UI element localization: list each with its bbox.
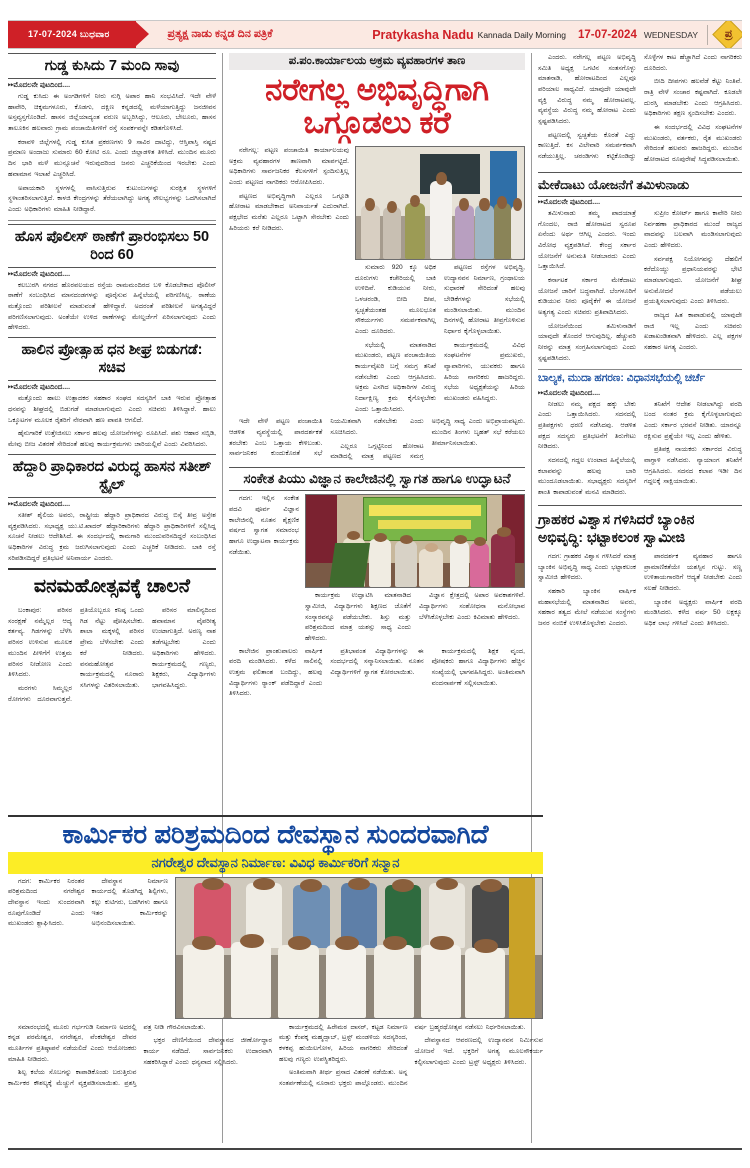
paragraph: ಶಿಲ್ಪ ಕಲೆಯ ಸೊಬಗನ್ನು ಕಾಪಾಡಿಕೊಂಡು ಬರುತ್ತಿರುವ ಕಾರ್ಮಿಕರ ಕೌಶಲ್ಯಕ್ಕೆ ಮೆಚ್ಚುಗೆ ವ್ಯಕ್ತಪಡಿಸಲಾಯಿತು. ಪ್ರಶಸ್ತಿ ಪತ್ರ ನೀಡಿ ಗೌರವಿಸಲಾಯಿತು.: [8, 1023, 206, 1087]
main-story-body-left: [229, 146, 349, 415]
paragraph: ಎಂದರು. ನರೇಗಲ್ಲ ಪಟ್ಟಣ ಅಭಿವೃದ್ಧಿ ಸಮಿತಿ ಅಧ್ಯಕ್ಷ ಒಗಟಿನ ಸಂತಸಗೊಳ್ಳು ಮಾತನಾಡಿ, ಹೋರಾಟದಿಂದ ಎಲ್ಲವೂ ಪರಿಯಾಲ ಸಾಧ್ಯವಿದೆ. ಯಾವುದೇ ಯಾವುದೇ ವ್ಯಕ್ತಿ ವಿರುದ್ಧ ನಮ್ಮ ಹೋರಾಟವಲ್ಲ. ವ್ಯವಸ್ಥೆಯ ವಿರುದ್ಧ ನಮ್ಮ ಹೋರಾಟ ಎಂದು ಸ್ಪಷ್ಟಪಡಿಸಿದರು.: [538, 54, 636, 126]
divider: [8, 568, 216, 570]
paragraph: ಮತ್ತೊಂದು ಹಾಲು ಉತ್ಪಾದಕರ ಸಹಕಾರ ಸಂಘದ ಸದಸ್ಯರಿಗೆ ಬಾಕಿ ಇರುವ ಪ್ರೋತ್ಸಾಹ ಧನವನ್ನು ಶೀಘ್ರದಲ್ಲಿ ಬಿಡುಗಡೆ ಮಾಡಲಾಗುವುದು ಎಂದು ಸಚಿವರು ತಿಳಿಸಿದ್ದಾರೆ. ಹಾಲು ಒಕ್ಕೂಟಗಳ ಮೂಲಕ ರೈತರಿಗೆ ನೇರವಾಗಿ ಹಣ ಪಾವತಿ ಆಗಲಿದೆ.: [8, 395, 216, 424]
paragraph: ಸಮಾರಂಭದಲ್ಲಿ ಮೂರು ಗರ್ಭಗುಡಿ ನಿರ್ಮಾಣ ಅದರಲ್ಲಿ ಕನ್ನಡ ಪರಮೇಶ್ವರ, ನಗರೇಶ್ವರ, ವೆಂಕಟೇಶ್ವರ ದೇವರ ಮೂರ್ತಿಗಳ ಪ್ರತಿಷ್ಠಾಪನೆ ನಡೆಯಲಿದೆ ಎಂದು ಆಯೋಜಕರು ಮಾಹಿತಿ ನೀಡಿದರು.: [8, 1023, 137, 1063]
paragraph: ಗದಗ: ಗ್ರಾಹಕರ ವಿಶ್ವಾಸ ಗಳಿಸಿದರೆ ಮಾತ್ರ ಬ್ಯಾಂಕಿನ ಅಭಿವೃದ್ಧಿ ಸಾಧ್ಯ ಎಂದು ಭಟ್ಟಾಕಲಂಕ ಸ್ವಾಮೀಜಿ ಹೇಳಿದರು.: [538, 552, 636, 582]
mid-story-2-photo: [305, 494, 525, 588]
mid-story-2-body-rest: [229, 647, 525, 700]
left-story-5-body: [8, 606, 216, 705]
newspaper-page: [0, 20, 750, 1168]
paragraph: ಗದಗ: ಇಲ್ಲಿನ ಸಂಕೇತ ಪದವಿ ಪೂರ್ವ ವಿಜ್ಞಾನ ಕಾಲೇಜಿನಲ್ಲಿ ನೂತನ ಶೈಕ್ಷಣಿಕ ವರ್ಷದ ಸ್ವಾಗತ ಸಮಾರಂಭ ಹಾಗೂ ಉದ್ಘಾಟನಾ ಕಾರ್ಯಕ್ರಮ ನಡೆಯಿತು.: [229, 495, 299, 556]
paragraph: ಹೈನುಗಾರಿಕೆ ಉತ್ತೇಜಿಸಲು ಸರ್ಕಾರ ಹಲವು ಯೋಜನೆಗಳನ್ನು ರೂಪಿಸಿದೆ. ಪಶು ಆಹಾರ ಸಬ್ಸಿಡಿ, ಮೇವು ಬೀಜ ವಿತರಣೆ ಸೇರಿದಂತೆ ಹಲವು ಕಾರ್ಯಕ್ರಮಗಳು ಜಾರಿಯಲ್ಲಿವೆ ಎಂದು ವಿವರಿಸಿದರು.: [8, 430, 216, 449]
right-story-2-byline: ▸▸ ಮೊದಲನೇ ಪುಟದಿಂದ....: [538, 199, 742, 207]
left-story-2-body: [8, 281, 216, 334]
left-story-4-body: [8, 511, 216, 564]
right-story-3-headline: ಬಾಲ್ಯಕ, ಮುದಾ ಹಗರಣ: ವಿಧಾನಸಭೆಯಲ್ಲಿ ಚರ್ಚೆ: [538, 369, 742, 387]
masthead-divider: [707, 25, 708, 45]
left-story-3-body: [8, 394, 216, 450]
paragraph: ಗುಡ್ಡ ಕುಸಿದು ಈ ಅಂಗಡಿಗಳಿಗೆ ನೀರು ನುಗ್ಗಿ ಅಪಾರ ಹಾನಿ ಸಂಭವಿಸಿದೆ. ಇದೇ ವೇಳೆ ಹಾವೇರಿ, ಚಿಕ್ಕಮಗಳೂರು, ಕೊಡಗು, ದಕ್ಷಿಣ ಕನ್ನಡದಲ್ಲಿ ಮಳೆಯಾಗುತ್ತಿದ್ದು ಜನಜೀವನ ಅಸ್ತವ್ಯಸ್ತಗೊಂಡಿದೆ. ಹಾಸನ ಜಿಲ್ಲೆಯಾದ್ಯಂತ ವರುಣ ಅಬ್ಬರಿಸಿದ್ದು, ಆಲೂರು, ಬೇಲೂರು, ಹಾಸನ ತಾಲೂಕಿನ ಹಲವಾರು ಗ್ರಾಮ ಪಂಚಾಯಿತಿಗಳಿಗೆ ರಸ್ತೆ ಸಂಪರ್ಕವನ್ನೇ ಕಡಿತಗೊಳಿಸಿದೆ.: [8, 93, 216, 133]
masthead-date-tab: 17-07-2024 ಬುಧವಾರ: [8, 21, 136, 48]
paragraph: ಅಪಾಯಕಾರಿ ಸ್ಥಳಗಳಲ್ಲಿ ವಾಸಿಸುತ್ತಿರುವ ಕುಟುಂಬಗಳನ್ನು ಸುರಕ್ಷಿತ ಸ್ಥಳಗಳಿಗೆ ಸ್ಥಳಾಂತರಿಸಲಾಗುತ್ತಿದೆ. ಕಾಳಜಿ ಕೇಂದ್ರಗಳನ್ನು ತೆರೆಯಲಾಗಿದ್ದು ಅಗತ್ಯ ಸೌಲಭ್ಯಗಳನ್ನು ಒದಗಿಸಲಾಗಿದೆ ಎಂದು ಅಧಿಕಾರಿಗಳು ಮಾಹಿತಿ ನೀಡಿದ್ದಾರೆ.: [8, 184, 216, 213]
paragraph: ಬ್ಯಾಂಕಿನ ಅಧ್ಯಕ್ಷರು ವಾರ್ಷಿಕ ವರದಿ ಮಂಡಿಸಿದರು. ಕಳೆದ ವರ್ಷ 50 ಲಕ್ಷಕ್ಕೂ ಅಧಿಕ ಲಾಭ ಗಳಿಸಿದೆ ಎಂದು ತಿಳಿಸಿದರು.: [644, 598, 742, 627]
paragraph: ದೇವಸ್ಥಾನದ ಆವರಣದಲ್ಲಿ ಉದ್ಯಾನವನ ನಿರ್ಮಿಸುವ ಯೋಜನೆ ಇದೆ. ಭಕ್ತರಿಗೆ ಅಗತ್ಯ ಮೂಲಸೌಕರ್ಯ ಕಲ್ಪಿಸಲಾಗುವುದು ಎಂದು ಟ್ರಸ್ಟ್ ಅಧ್ಯಕ್ಷರು ತಿಳಿಸಿದರು.: [414, 1037, 543, 1066]
paragraph: ಸತೀಶ್ ಶೈಲಿಯ ಅವರು, ರಾಷ್ಟ್ರೀಯ ಹೆದ್ದಾರಿ ಪ್ರಾಧಿಕಾರದ ವಿರುದ್ಧ ಬಿಸ್ಕೆ ತೀವ್ರ ಅಸ್ತೇಶ ವ್ಯಕ್ತಪಡಿಸಿದರು. ಸಭಾಧ್ಯಕ್ಷ ಯು.ಟಿ.ಖಾದರ್ ಹೆದ್ದಾರಿಕಾರಿಗಳು ಹೆದ್ದಾರಿ ಪ್ರಾಧಿಕಾರಿಗಳಿಗೆ ಸಲ್ಲಿಸಿದ್ದ ಸೂಚನೆ ನೀಡಲು ಆದೇಶಿಸಿದೆ. ಈ ಸಂದರ್ಭದಲ್ಲಿ ಕಾಮಗಾರಿ ಮುಂದುವರಿಸದಿದ್ದರೆ ಸಂಬಂಧಿಸಿದ ಅಧಿಕಾರಿಗಳ ವಿರುದ್ಧ ಕ್ರಮ ಜರುಗಿಸಲಾಗುವುದು ಎಂದು ಎಚ್ಚರಿಕೆ ನೀಡಿದರು. ಬಾಕಿ ರಸ್ತೆ ಸರಿಪಡಿಸದಿದ್ದರೆ ಪ್ರತಿಭಟನೆ ಅನಿವಾರ್ಯ ಎಂದರು.: [8, 511, 216, 562]
paragraph: ಕಾರ್ಯಕ್ರಮ ಉದ್ಘಾಟಿಸಿ ಮಾತನಾಡಿದ ಸ್ವಾಮೀಜಿ, ವಿದ್ಯಾರ್ಥಿಗಳು ಶಿಕ್ಷಣದ ಜೊತೆಗೆ ಸಂಸ್ಕಾರವನ್ನೂ ಪಡೆಯಬೇಕು. ಶಿಸ್ತು ಮತ್ತು ಪರಿಶ್ರಮದಿಂದ ಮಾತ್ರ ಯಶಸ್ಸು ಸಾಧ್ಯ ಎಂದು ಹೇಳಿದರು.: [305, 592, 411, 642]
paragraph: ಸಭೆಯಲ್ಲಿ ಮಾತನಾಡಿದ ಮುಖಂಡರು, ಪಟ್ಟಣ ಪಂಚಾಯಿತಿಯ ಕಾರ್ಯವೈಖರಿ ಬಗ್ಗೆ ಸಮಗ್ರ ತನಿಖೆ ನಡೆಸಬೇಕು ಎಂದು ಆಗ್ರಹಿಸಿದರು. ಅಕ್ರಮ ಎಸಗಿದ ಅಧಿಕಾರಿಗಳ ವಿರುದ್ಧ ನಿರ್ದಾಕ್ಷಿಣ್ಯ ಕ್ರಮ ಕೈಗೊಳ್ಳಬೇಕು ಎಂದು ಒತ್ತಾಯಿಸಿದರು.: [355, 341, 436, 413]
left-story-1: [8, 53, 216, 216]
paragraph: ಪಟ್ಟಣದಲ್ಲಿ ಸ್ವಚ್ಛತೆಯ ಕೊರತೆ ಎದ್ದು ಕಾಣುತ್ತಿದೆ. ಕಸ ವಿಲೇವಾರಿ ಸಮರ್ಪಕವಾಗಿ ನಡೆಯುತ್ತಿಲ್ಲ. ಚರಂಡಿಗಳು ಕಟ್ಟಿಕೊಂಡಿದ್ದು ಸೊಳ್ಳೆಗಳ ಕಾಟ ಹೆಚ್ಚಾಗಿದೆ ಎಂದು ನಾಗರಿಕರು ದೂರಿದರು.: [538, 54, 742, 161]
masthead-tagline: ಪ್ರತ್ಯಕ್ಷ ನಾಡು ಕನ್ನಡ ದಿನ ಪತ್ರಿಕೆ: [167, 28, 273, 40]
mid-story-2-body-left: [229, 494, 299, 644]
right-column: [532, 53, 742, 1143]
bottom-story-body-left: [8, 877, 168, 1019]
main-story-body-rest: [229, 417, 525, 463]
paragraph: ಕಾರ್ಯಕ್ರಮದಲ್ಲಿ ಶಿಕ್ಷಕ ವೃಂದ, ಪೋಷಕರು ಹಾಗೂ ವಿದ್ಯಾರ್ಥಿಗಳು ಹೆಚ್ಚಿನ ಸಂಖ್ಯೆಯಲ್ಲಿ ಭಾಗವಹಿಸಿದ್ದರು. ಅಂತಿಮವಾಗಿ ವಂದನಾರ್ಪಣೆ ಸಲ್ಲಿಸಲಾಯಿತು.: [431, 647, 525, 687]
paragraph: ಪ್ರತಿಭಾವಂತ ವಿದ್ಯಾರ್ಥಿಗಳನ್ನು ಈ ಸಂದರ್ಭದಲ್ಲಿ ಸನ್ಮಾನಿಸಲಾಯಿತು. ನೂತನ ವಿದ್ಯಾರ್ಥಿಗಳಿಗೆ ಸ್ವಾಗತ ಕೋರಲಾಯಿತು.: [330, 647, 424, 676]
paragraph: ಎಲ್ಲರೂ ಒಗ್ಗಟ್ಟಿನಿಂದ ಹೋರಾಟ ಮಾಡಿದಲ್ಲಿ ಮಾತ್ರ ಪಟ್ಟಣದ ಸಮಗ್ರ ಅಭಿವೃದ್ಧಿ ಸಾಧ್ಯ ಎಂದು ಅಭಿಪ್ರಾಯಪಟ್ಟರು. ಮುಂದಿನ ತಿಂಗಳು ಬೃಹತ್ ಸಭೆ ಕರೆಯಲು ತೀರ್ಮಾನಿಸಲಾಯಿತು.: [330, 418, 525, 461]
left-story-2-headline: ಹೊಸ ಪೊಲೀಸ್ ಠಾಣೆಗೆ ಪ್ರಾರಂಭಿಸಲು 50 ರಿಂದ 60: [8, 224, 216, 268]
paragraph: ಕರ್ನಾಟಕ ಸರ್ಕಾರ ಮೇಕೆದಾಟು ಯೋಜನೆ ಜಾರಿಗೆ ಬದ್ಧವಾಗಿದೆ. ಬೆಂಗಳೂರಿಗೆ ಕುಡಿಯುವ ನೀರು ಪೂರೈಕೆಗೆ ಈ ಯೋಜನೆ ಅತ್ಯಗತ್ಯ ಎಂದು ಸಚಿವರು ಪ್ರತಿಪಾದಿಸಿದರು.: [538, 277, 636, 317]
paragraph: ಸುಪ್ರೀಂ ಕೋರ್ಟ್ ಹಾಗೂ ಕಾವೇರಿ ನೀರು ನಿರ್ವಹಣಾ ಪ್ರಾಧಿಕಾರದ ಮುಂದೆ ರಾಜ್ಯದ ವಾದವನ್ನು ಬಲವಾಗಿ ಮಂಡಿಸಲಾಗುವುದು ಎಂದು ಹೇಳಿದರು.: [644, 209, 742, 249]
paragraph: ರಾಜ್ಯದ ಹಿತ ಕಾಪಾಡುವಲ್ಲಿ ಯಾವುದೇ ರಾಜಿ ಇಲ್ಲ ಎಂದು ಸಚಿವರು ಖಡಾಖಂಡಿತವಾಗಿ ಹೇಳಿದರು. ಎಲ್ಲ ಪಕ್ಷಗಳ ಸಹಕಾರ ಅಗತ್ಯ ಎಂದರು.: [644, 312, 742, 352]
paragraph: ವಿಜ್ಞಾನ ಕ್ಷೇತ್ರದಲ್ಲಿ ಅಪಾರ ಅವಕಾಶಗಳಿವೆ. ವಿದ್ಯಾರ್ಥಿಗಳು ಸಂಶೋಧನಾ ಮನೋಭಾವ ಬೆಳೆಸಿಕೊಳ್ಳಬೇಕು ಎಂದು ಕಿವಿಮಾತು ಹೇಳಿದರು.: [419, 592, 525, 621]
paragraph: ಸದನದಲ್ಲಿ ಗದ್ದಲ ಉಂಟಾದ ಹಿನ್ನೆಲೆಯಲ್ಲಿ ಕಲಾಪವನ್ನು ಹಲವು ಬಾರಿ ಮುಂದೂಡಲಾಯಿತು. ಸಭಾಧ್ಯಕ್ಷರು ಸದಸ್ಯರಿಗೆ ಶಾಂತಿ ಕಾಪಾಡುವಂತೆ ಮನವಿ ಮಾಡಿದರು.: [538, 456, 636, 496]
masthead-day: WEDNESDAY: [643, 29, 698, 40]
mid-story-2-body-mid: [305, 591, 525, 644]
paragraph: ತಮಿಳುನಾಡು ತಮ್ಮ ಪಾದಯಾತ್ರೆ ಗೊಂದಲ, ರಾಜಿ ಹೋರಾಟದ ಸ್ವರೂಪ ಏನೆಂದು ಅರ್ಥ ಆಗಿಲ್ಲ ಎಂದರು. ಇಂದು ವಿರೋಧ ವ್ಯಕ್ತಪಡಿಸಿದೆ. ಕೇಂದ್ರ ಸರ್ಕಾರ ಯೋಜನೆಗೆ ಅನುಮತಿ ನೀಡಬಾರದು ಎಂದು ಒತ್ತಾಯಿಸಿದೆ.: [538, 209, 636, 271]
paragraph: ಕರಾವಳಿ ಜಿಲ್ಲೆಗಳಲ್ಲಿ ಗುಡ್ಡ ಕುಸಿತ ಪ್ರಕರಣಗಳು 9 ಸಾವಿರ ದಾಟಿದ್ದು, ಆಸ್ತಿಪಾಸ್ತಿ ನಷ್ಟದ ಪ್ರಮಾಣ ಅಂದಾಜು ಸುಮಾರು 60 ಕೋಟಿ ರೂ. ಎಂದು ಜಿಲ್ಲಾಡಳಿತ ತಿಳಿಸಿದೆ. ಮುಂದಿನ ಮೂರು ದಿನ ಭಾರಿ ಮಳೆ ಮುನ್ಸೂಚನೆ ಇರುವುದರಿಂದ ಜನರು ಎಚ್ಚರಿಕೆಯಿಂದ ಇರಬೇಕು ಎಂದು ಹವಾಮಾನ ಇಲಾಖೆ ಎಚ್ಚರಿಸಿದೆ.: [8, 138, 216, 178]
paragraph: ಕಲಬುರಗಿ ನಗರದ ಹೊರವಲಯದ ರಸ್ತೆಯ ರಾಮಮಂದಿರದ ಬಳಿ ಕೊಡಬೇಕಾದ ಪೊಲೀಸ್ ಠಾಣೆಗೆ ಸಂಬಂಧಿಸಿದ ಮಾನದಂಡಗಳನ್ನು ಪೂರೈಸುವ ಹಿನ್ನೆಲೆಯಲ್ಲಿ ಪರಿಗಣಿಸಿಲ್ಲ. ಠಾಣೆಯ ಮತ್ತೊಂದು ಪರಿಶೀಲನೆ ಮಾಡುವಂತೆ ಹೇಳಿದ್ದಾರೆ. ಅದರಂತೆ ಪರಿಶೀಲನೆ ಅಗತ್ಯವಿದ್ದರೆ ಪರಿಗಣಿಸಲಾಗುವುದು. ಅಂತೆಯೇ ಉಳಿದ ಠಾಣೆಗಳನ್ನು ಮೇಲ್ದರ್ಜೆಗೆ ಏರಿಸಲಾಗುವುದು ಎಂದು ಹೇಳಿದರು.: [8, 281, 216, 332]
mid-story-2-headline: ಸಂಕೇತ ಪಿಯು ವಿಜ್ಞಾನ ಕಾಲೇಜಿನಲ್ಲಿ ಸ್ವಾಗತ ಹಾಗೂ ಉದ್ಘಾಟನೆ: [229, 467, 525, 491]
left-story-1-body: [8, 92, 216, 215]
paragraph: ಬಂಕಾಪುರ: ಪರಿಸರ ಸಂರಕ್ಷಣೆ ನಮ್ಮೆಲ್ಲರ ಆದ್ಯ ಕರ್ತವ್ಯ. ಗಿಡಗಳನ್ನು ಬೆಳೆಸಿ ಪರಿಸರ ಉಳಿಸುವ ಮೂಲಕ ಮುಂದಿನ ಪೀಳಿಗೆಗೆ ಉತ್ತಮ ಪರಿಸರ ನೀಡೋಣ ಎಂದು ತಿಳಿಸಿದರು.: [8, 607, 72, 679]
main-story-photo: [355, 146, 525, 260]
main-story-body-mid: [355, 263, 525, 415]
page-footer-rule: [8, 1148, 742, 1150]
paragraph: ಸರ್ವಪಕ್ಷ ನಿಯೋಗವನ್ನು ದೆಹಲಿಗೆ ಕರೆದೊಯ್ದು ಪ್ರಧಾನಿಯವರನ್ನು ಭೇಟಿ ಮಾಡಲಾಗುವುದು. ಯೋಜನೆಗೆ ಶೀಘ್ರ ಅನುಮೋದನೆ ಪಡೆಯಲು ಪ್ರಯತ್ನಿಸಲಾಗುವುದು ಎಂದು ತಿಳಿಸಿದರು.: [644, 255, 742, 306]
paragraph: ಕಾಲೇಜಿನ ಪ್ರಾಂಶುಪಾಲರು ವಾರ್ಷಿಕ ವರದಿ ಮಂಡಿಸಿದರು. ಕಳೆದ ಸಾಲಿನಲ್ಲಿ ಉತ್ತಮ ಫಲಿತಾಂಶ ಬಂದಿದ್ದು, ಹಲವು ವಿದ್ಯಾರ್ಥಿಗಳು ರ‍್ಯಾಂಕ್ ಪಡೆದಿದ್ದಾರೆ ಎಂದು ತಿಳಿಸಿದರು.: [229, 647, 323, 698]
masthead-brand-subtitle: Kannada Daily Morning: [477, 29, 567, 40]
right-story-4-body: [538, 552, 742, 633]
logo-glyph: ಪ್ರ: [724, 27, 733, 40]
left-story-3-byline: ▸▸ ಮೊದಲನೇ ಪುಟದಿಂದ....: [8, 384, 216, 392]
paragraph: ಸುಮಾರು 920 ಕ್ಕೂ ಅಧಿಕ ದೂರುಗಳು ಕಚೇರಿಯಲ್ಲಿ ಬಾಕಿ ಉಳಿದಿವೆ. ಕುಡಿಯುವ ನೀರು, ಒಳಚರಂಡಿ, ಬೀದಿ ದೀಪ, ಸ್ವಚ್ಛತೆಯಂತಹ ಮೂಲಭೂತ ಸೌಕರ್ಯಗಳು ಸಮರ್ಪಕವಾಗಿಲ್ಲ ಎಂದು ದೂರಿದರು.: [355, 263, 436, 335]
paragraph: ಕಾರ್ಯಕ್ರಮದಲ್ಲಿ ಹಿರೇಮಠ ದಾಸರ್, ಕಟ್ಟಡ ನಿರ್ಮಾಣ ಮತ್ತು ಕೆಂಪಕ್ಕ ಮಹ್ಮದ್ಸಾಬ್, ಟ್ರಸ್ಟ್ ಮಂಡಳಿಯ ಸದಸ್ಯರಿಂದ, ಕಳಕಪ್ಪ ಹುಯಿಲಗೋಳ, ಹಿರಿಯ ನಾಗರಿಕರು ಸೇರಿದಂತೆ ಹಲವು ಗಣ್ಯರು ಉಪಸ್ಥಿತರಿದ್ದರು.: [279, 1023, 408, 1063]
right-story-3-byline: ▸▸ ಮೊದಲನೇ ಪುಟದಿಂದ....: [538, 390, 742, 398]
left-story-4: [8, 454, 216, 565]
paragraph: ನೀಡಲು ನಮ್ಮ ಪಕ್ಷದ ಹಕ್ಕು ಬೇಕು ಎಂದು ಒತ್ತಾಯಿಸಿದರು. ಸದನದಲ್ಲಿ ಪ್ರತಿಪಕ್ಷಗಳು ಧರಣಿ ನಡೆಸಿದವು. ಆಡಳಿತ ಪಕ್ಷದ ಸದಸ್ಯರು ಪ್ರತಿಭಟನೆಗೆ ತಿರುಗೇಟು ನೀಡಿದರು.: [538, 400, 636, 451]
left-story-2: [8, 224, 216, 335]
paragraph: ಯೋಜನೆಯಿಂದ ತಮಿಳುನಾಡಿಗೆ ಯಾವುದೇ ತೊಂದರೆ ಆಗುವುದಿಲ್ಲ. ಹೆಚ್ಚುವರಿ ನೀರನ್ನು ಮಾತ್ರ ಸಂಗ್ರಹಿಸಲಾಗುವುದು ಎಂದು ಸ್ಪಷ್ಟಪಡಿಸಿದರು.: [538, 322, 636, 362]
main-story-headline: ನರೇಗಲ್ಲ ಅಭಿವೃದ್ಧಿಗಾಗಿ ಒಗ್ಗೂಡಲು ಕರೆ: [265, 72, 489, 141]
left-story-5-headline: ವನಮಹೋತ್ಸವಕ್ಕೆ ಚಾಲನೆ: [33, 576, 191, 598]
paragraph: ಕಾರ್ಯಕ್ರಮದಲ್ಲಿ ವಿವಿಧ ಸಂಘಟನೆಗಳ ಪ್ರಮುಖರು, ವ್ಯಾಪಾರಿಗಳು, ಯುವಕರು ಹಾಗೂ ಹಿರಿಯ ನಾಗರಿಕರು ಹಾಜರಿದ್ದರು. ಸಭೆಯ ಅಧ್ಯಕ್ಷತೆಯನ್ನು ಹಿರಿಯ ಮುಖಂಡರು ವಹಿಸಿದ್ದರು.: [444, 341, 525, 402]
left-story-1-headline: ಗುಡ್ಡ ಕುಸಿದು 7 ಮಂದಿ ಸಾವು: [8, 53, 216, 79]
right-story-4-headline: ಗ್ರಾಹಕರ ವಿಶ್ವಾಸ ಗಳಿಸಿದರೆ ಬ್ಯಾಂಕಿನ ಅಭಿವೃದ್ಧಿ: ಭಟ್ಟಾಕಲಂಕ ಸ್ವಾಮೀಜಿ: [538, 505, 742, 549]
paragraph: ಇದೇ ವೇಳೆ ಪಟ್ಟಣ ಪಂಚಾಯಿತಿ ಆಡಳಿತ ವ್ಯವಸ್ಥೆಯಲ್ಲಿ ಪಾರದರ್ಶಕತೆ ತರಬೇಕು ಎಂಬ ಒತ್ತಾಯ ಕೇಳಿಬಂತು. ಸಾರ್ವಜನಿಕರ ಕುಂದುಕೊರತೆ ಸಭೆ ನಿಯಮಿತವಾಗಿ ನಡೆಸಬೇಕು ಎಂದು ಸೂಚಿಸಿದರು.: [229, 418, 424, 458]
paragraph: ಅಂತಿಮವಾಗಿ ತೀರ್ಥ ಪ್ರಸಾದ ವಿತರಣೆ ನಡೆಯಿತು. ಅನ್ನ ಸಂತರ್ಪಣೆಯಲ್ಲಿ ನೂರಾರು ಭಕ್ತರು ಪಾಲ್ಗೊಂಡರು. ಮುಂದಿನ ವರ್ಷ ಬ್ರಹ್ಮರಥೋತ್ಸವ ನಡೆಸಲು ನಿರ್ಧರಿಸಲಾಯಿತು.: [279, 1023, 526, 1087]
paragraph: ನರೇಗಲ್ಲ: ಪಟ್ಟಣ ಪಂಚಾಯಿತಿ ಕಾರ್ಯಾಲಯವು ಅಕ್ರಮ ವ್ಯವಹಾರಗಳ ತಾಣವಾಗಿ ಮಾರ್ಪಟ್ಟಿದೆ. ಅಧಿಕಾರಿಗಳು ಸಾರ್ವಜನಿಕರ ಕೆಲಸಗಳಿಗೆ ಸ್ಪಂದಿಸುತ್ತಿಲ್ಲ ಎಂದು ಪಟ್ಟಣದ ನಾಗರಿಕರು ಆರೋಪಿಸಿದರು.: [229, 146, 349, 186]
paragraph: ಪಟ್ಟಣದ ಅಭಿವೃದ್ಧಿಗಾಗಿ ಎಲ್ಲರೂ ಒಗ್ಗೂಡಿ ಹೋರಾಟ ಮಾಡಬೇಕಾದ ಅನಿವಾರ್ಯತೆ ಎದುರಾಗಿದೆ. ಪಕ್ಷಭೇದ ಮರೆತು ಎಲ್ಲರೂ ಒಟ್ಟಾಗಿ ಸೇರಬೇಕು ಎಂದು ಹಿರಿಯರು ಕರೆ ನೀಡಿದರು.: [229, 192, 349, 232]
bottom-story-photo: [175, 877, 543, 1019]
paragraph: ಗದಗ: ಕಾರ್ಮಿಕರ ನಿರಂತರ ಪರಿಶ್ರಮದಿಂದ ನಗರೇಶ್ವರ ದೇವಸ್ಥಾನ ಇಂದು ಸುಂದರವಾಗಿ ರೂಪುಗೊಂಡಿದೆ ಎಂದು ಮುಖಂಡರು ಶ್ಲಾಘಿಸಿದರು.: [8, 877, 85, 928]
right-story-2-body: [538, 209, 742, 364]
main-story-kicker: ಪ.ಪಂ.ಕಾರ್ಯಾಲಯ ಅಕ್ರಮ ವ್ಯವಹಾರಗಳ ತಾಣ: [229, 53, 525, 70]
paragraph: ಬೀದಿ ದೀಪಗಳು ಹಲವೆಡೆ ಕೆಟ್ಟು ನಿಂತಿವೆ. ರಾತ್ರಿ ವೇಳೆ ಸಂಚಾರ ಕಷ್ಟವಾಗಿದೆ. ಕೂಡಲೇ ದುರಸ್ತಿ ಮಾಡಬೇಕು ಎಂದು ಆಗ್ರಹಿಸಿದರು. ಅಧಿಕಾರಿಗಳು ತಕ್ಷಣ ಸ್ಪಂದಿಸಬೇಕು ಎಂದರು.: [644, 78, 742, 118]
paragraph: ದೇವಸ್ಥಾನ ನಿರ್ಮಾಣ ಕಾರ್ಯದಲ್ಲಿ ತೊಡಗಿದ್ದ ಶಿಲ್ಪಿಗಳು, ಕಲ್ಲು ಕುಟಿಗರು, ಬಡಗಿಗಳು ಹಾಗೂ ಇತರ ಕಾರ್ಮಿಕರನ್ನು ಅಭಿನಂದಿಸಲಾಯಿತು.: [91, 877, 168, 928]
publication-logo-icon: [712, 20, 742, 49]
divider: [8, 220, 216, 221]
bottom-story-subhead: ನಗರೇಶ್ವರ ದೇವಸ್ಥಾನ ನಿರ್ಮಾಣ: ವಿವಿಧ ಕಾರ್ಮಿಕರಿಗೆ ಸನ್ಮಾನ: [8, 852, 543, 874]
masthead-date: 17-07-2024: [578, 28, 637, 41]
paragraph: ಪಟ್ಟಣದ ರಸ್ತೆಗಳ ಅಭಿವೃದ್ಧಿ, ಉದ್ಯಾನವನ ನಿರ್ಮಾಣ, ಗ್ರಂಥಾಲಯ ಸುಧಾರಣೆ ಸೇರಿದಂತೆ ಹಲವು ಬೇಡಿಕೆಗಳನ್ನು ಸಭೆಯಲ್ಲಿ ಮಂಡಿಸಲಾಯಿತು. ಮುಂದಿನ ದಿನಗಳಲ್ಲಿ ಹೋರಾಟ ತೀವ್ರಗೊಳಿಸುವ ನಿರ್ಧಾರ ಕೈಗೊಳ್ಳಲಾಯಿತು.: [444, 263, 525, 335]
paragraph: ಪಾರದರ್ಶಕ ವ್ಯವಹಾರ ಹಾಗೂ ಪ್ರಾಮಾಣಿಕತೆಯೇ ಯಶಸ್ಸಿನ ಗುಟ್ಟು. ಸಣ್ಣ ಉಳಿತಾಯಗಾರರಿಗೆ ಆದ್ಯತೆ ನೀಡಬೇಕು ಎಂದು ಸಲಹೆ ನೀಡಿದರು.: [644, 552, 742, 592]
paragraph: ಈ ಸಂದರ್ಭದಲ್ಲಿ ವಿವಿಧ ಸಂಘಟನೆಗಳ ಮುಖಂಡರು, ವರ್ತಕರು, ರೈತ ಮುಖಂಡರು ಸೇರಿದಂತೆ ಹಲವರು ಹಾಜರಿದ್ದರು. ಮುಂದಿನ ಹೋರಾಟದ ರೂಪುರೇಷೆ ಸಿದ್ಧಪಡಿಸಲಾಯಿತು.: [644, 124, 742, 164]
masthead-right: [372, 23, 742, 46]
paragraph: ಮರಗಳು ಸಿಮ್ಮಲ್ಲರ ರೋಗಗಳು ದೂರವಾಗುತ್ತವೆ. ಪ್ರತಿಯೊಬ್ಬರೂ ಕನಿಷ್ಠ ಒಂದು ಗಿಡ ನೆಟ್ಟು ಪೋಷಿಸಬೇಕು. ಶಾಲಾ ಮಕ್ಕಳಲ್ಲಿ ಪರಿಸರ ಪ್ರೇಮ ಬೆಳೆಸಬೇಕು ಎಂದು ಕರೆ ನೀಡಿದರು. ವನಮಹೋತ್ಸವ ಕಾರ್ಯಕ್ರಮದಲ್ಲಿ ನೂರಾರು ಸಸಿಗಳನ್ನು ವಿತರಿಸಲಾಯಿತು.: [8, 607, 144, 703]
paragraph: ಪರಿಸರ ಮಾಲಿನ್ಯದಿಂದ ಹವಾಮಾನ ವೈಪರೀತ್ಯ ಉಂಟಾಗುತ್ತಿದೆ. ಅರಣ್ಯ ನಾಶ ತಡೆಗಟ್ಟಬೇಕು ಎಂದು ಅಧಿಕಾರಿಗಳು ಹೇಳಿದರು. ಕಾರ್ಯಕ್ರಮದಲ್ಲಿ ಗಣ್ಯರು, ಶಿಕ್ಷಕರು, ವಿದ್ಯಾರ್ಥಿಗಳು ಭಾಗವಹಿಸಿದ್ದರು.: [152, 607, 216, 689]
right-story-1-continued: [538, 53, 742, 166]
masthead-brand: Pratykasha Nadu: [372, 27, 474, 42]
left-story-1-byline: ▸▸ ಮೊದಲನೇ ಪುಟದಿಂದ....: [8, 82, 216, 90]
masthead: [8, 20, 742, 49]
right-story-3-body: [538, 400, 742, 499]
paragraph: ಪ್ರತಿಪಕ್ಷ ನಾಯಕರು ಸರ್ಕಾರದ ವಿರುದ್ಧ ವಾಗ್ದಾಳಿ ನಡೆಸಿದರು. ನ್ಯಾಯಾಂಗ ತನಿಖೆಗೆ ಆಗ್ರಹಿಸಿದರು. ಸದನದ ಕಲಾಪ ಇಡೀ ದಿನ ಗದ್ದಲಕ್ಕೆ ಸಾಕ್ಷಿಯಾಯಿತು.: [644, 446, 742, 486]
paragraph: ಭಕ್ತರ ದೇಣಿಗೆಯಿಂದ ದೇವಸ್ಥಾನದ ಜೀರ್ಣೋದ್ಧಾರ ಕಾರ್ಯ ನಡೆದಿದೆ. ಸಾರ್ವಜನಿಕರು ಉದಾರವಾಗಿ ಸಹಕರಿಸಿದ್ದಾರೆ ಎಂದು ಧನ್ಯವಾದ ಸಲ್ಲಿಸಿದರು.: [143, 1037, 272, 1066]
left-story-2-byline: ▸▸ ಮೊದಲನೇ ಪುಟದಿಂದ....: [8, 271, 216, 279]
left-story-3: [8, 337, 216, 451]
bottom-story-headline: ಕಾರ್ಮಿಕರ ಪರಿಶ್ರಮದಿಂದ ದೇವಸ್ಥಾನ ಸುಂದರವಾಗಿದೆ: [62, 819, 489, 849]
right-story-2-headline: ಮೇಕೆದಾಟು ಯೋಜನೆಗೆ ತಮಿಳುನಾಡು: [538, 172, 742, 197]
left-story-4-byline: ▸▸ ಮೊದಲನೇ ಪುಟದಿಂದ....: [8, 501, 216, 509]
bottom-story: [8, 815, 543, 1090]
left-story-5: [8, 574, 216, 705]
paragraph: ಸಹಕಾರಿ ಬ್ಯಾಂಕಿನ ವಾರ್ಷಿಕ ಮಹಾಸಭೆಯಲ್ಲಿ ಮಾತನಾಡಿದ ಅವರು, ಸಹಕಾರ ತತ್ವದ ಮೇಲೆ ನಡೆಯುವ ಸಂಸ್ಥೆಗಳು ಜನರ ನಂಬಿಕೆ ಉಳಿಸಿಕೊಳ್ಳಬೇಕು ಎಂದರು.: [538, 587, 636, 627]
paragraph: ತನಿಖೆಗೆ ಆದೇಶ ನೀಡಲಾಗಿದ್ದು ವರದಿ ಬಂದ ನಂತರ ಕ್ರಮ ಕೈಗೊಳ್ಳಲಾಗುವುದು ಎಂದು ಸರ್ಕಾರ ಭರವಸೆ ನೀಡಿತು. ಯಾರನ್ನೂ ರಕ್ಷಿಸುವ ಪ್ರಶ್ನೆಯೇ ಇಲ್ಲ ಎಂದು ಹೇಳಿತು.: [644, 400, 742, 440]
bottom-story-body-rest: [8, 1023, 543, 1090]
left-story-4-headline: ಹೆದ್ದಾರಿ ಪ್ರಾಧಿಕಾರದ ವಿರುದ್ಧ ಹಾಸನ ಸತೀಶ್ ಸ್ಟೈಲ್: [8, 454, 216, 498]
left-story-3-headline: ಹಾಲಿನ ಪ್ರೋತ್ಸಾಹ ಧನ ಶೀಘ್ರ ಬಿಡುಗಡೆ: ಸಚಿವ: [8, 337, 216, 381]
